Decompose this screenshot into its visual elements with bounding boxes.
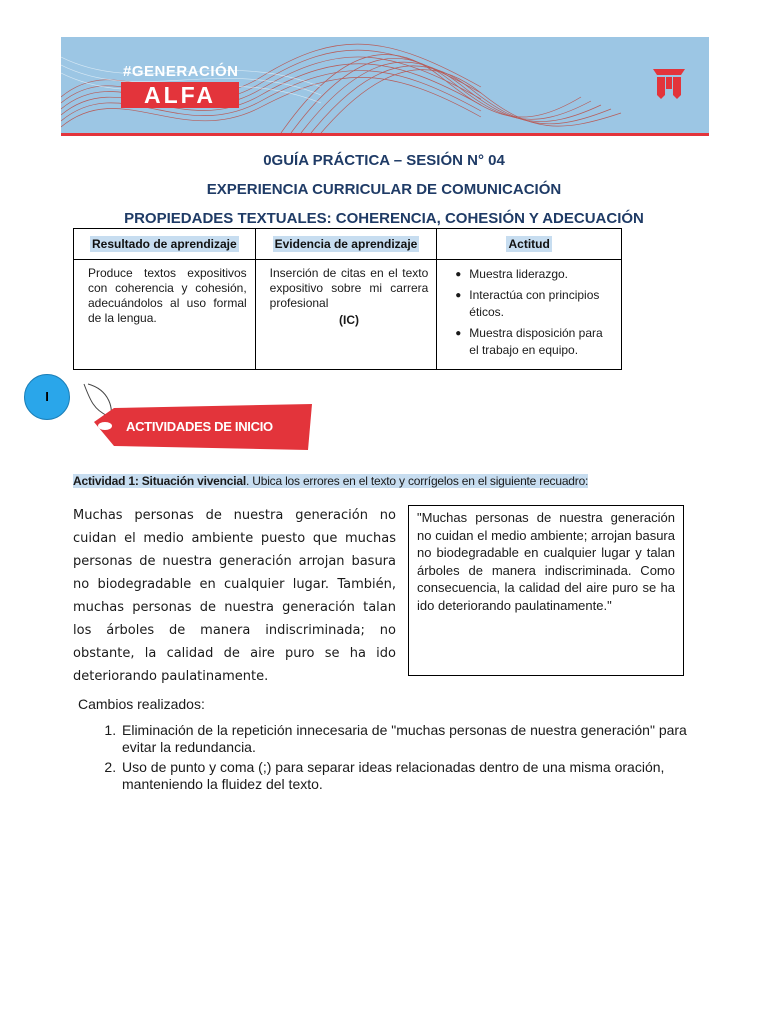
cell-actitud xyxy=(437,260,622,370)
evidencia-text: Inserción de citas en el texto expositivo sobre mi carrera profesional xyxy=(269,266,429,310)
cell-resultado: Produce textos expositivos con coherencia y cohesión, adecuándolos al uso formal de la lengua. xyxy=(74,260,256,370)
brand-hashtag: #GENERACIÓN xyxy=(123,63,239,80)
attitude-item: ● Muestra liderazgo. xyxy=(469,266,613,283)
brand-wordmark: ALFA xyxy=(121,82,239,108)
table-row xyxy=(74,260,622,370)
header-banner xyxy=(61,37,709,136)
changes-list xyxy=(96,722,712,796)
original-text-paragraph: Muchas personas de nuestra generación no cuidan el medio ambiente puesto que muchas personas de nuestra generación arrojan basura no biodegradable en cualquier lugar. También, muchas personas de nuestra generación talan los árboles de manera indiscriminada; no obstante, la calidad de aire puro se ha ido deteriorando paulatinamente. xyxy=(73,508,396,684)
changes-title: Cambios realizados: xyxy=(78,696,205,712)
section-label: ACTIVIDADES DE INICIO xyxy=(126,419,273,434)
table-header-row xyxy=(74,229,622,260)
learning-outcomes-table xyxy=(73,228,622,370)
activity-title: Actividad 1: Situación vivencial xyxy=(73,474,246,488)
evidencia-tag: (IC) xyxy=(338,313,359,327)
guide-title: 0GUÍA PRÁCTICA – SESIÓN N° 04 xyxy=(263,152,505,169)
cell-evidencia xyxy=(255,260,437,370)
attitude-item: ● Interactúa con principios éticos. xyxy=(469,287,613,321)
activity-instruction xyxy=(73,474,588,488)
activity-text: . Ubica los errores en el texto y corrígelos en el siguiente recuadro: xyxy=(246,474,589,488)
header-actitud: Actitud xyxy=(437,229,622,260)
university-logo-icon xyxy=(651,65,687,101)
header-resultado: Resultado de aprendizaje xyxy=(74,229,256,260)
section-number-badge: I xyxy=(24,374,70,420)
attitude-item: ● Muestra disposición para el trabajo en equipo. xyxy=(469,325,613,359)
list-item: 2. Uso de punto y coma (;) para separar ideas relacionadas dentro de una misma oración, manteniendo la fluidez del texto. xyxy=(120,759,712,793)
list-item: 1. Eliminación de la repetición innecesaria de "muchas personas de nuestra generación" para evitar la redundancia. xyxy=(120,722,712,756)
topic-title: PROPIEDADES TEXTUALES: COHERENCIA, COHESIÓN Y ADECUACIÓN xyxy=(124,210,644,227)
header-evidencia: Evidencia de aprendizaje xyxy=(255,229,437,260)
attitude-list xyxy=(445,266,613,359)
corrected-text-box: "Muchas personas de nuestra generación no cuidan el medio ambiente; arrojan basura no biodegradable en cualquier lugar y talan árboles de manera indiscriminada. Como consecuencia, la calidad del aire puro se ha ido deteriorando paulatinamente." xyxy=(408,505,684,676)
course-title: EXPERIENCIA CURRICULAR DE COMUNICACIÓN xyxy=(206,181,562,198)
